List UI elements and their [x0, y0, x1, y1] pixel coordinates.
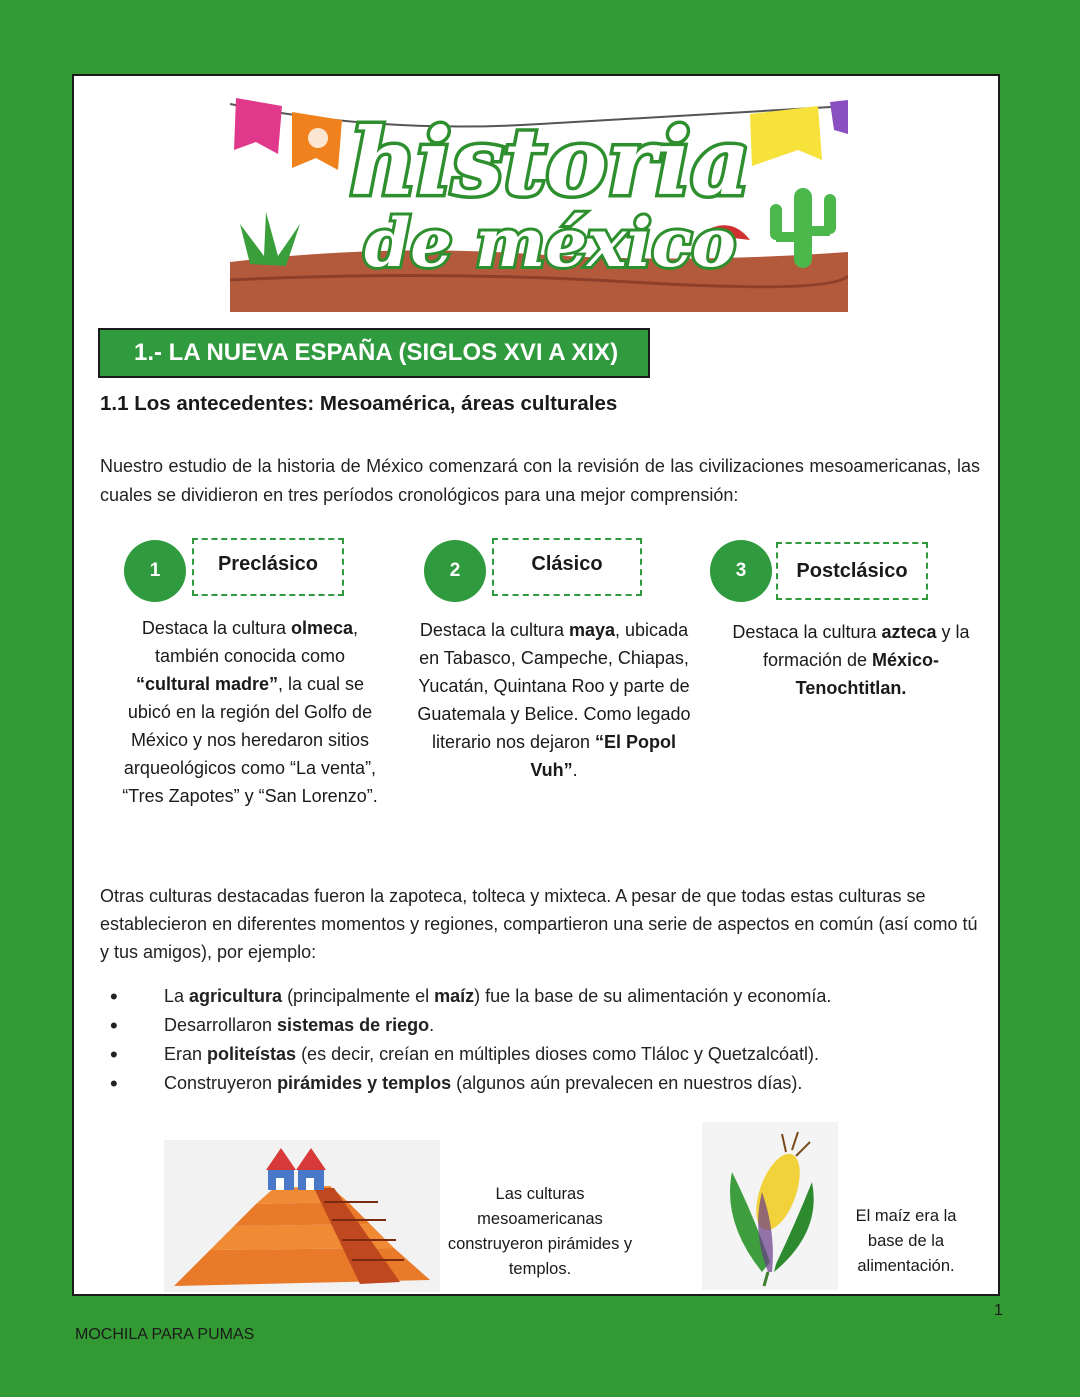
header-art-title-line2: de méxico	[364, 204, 736, 282]
period-description-preclasico: Destaca la cultura olmeca, también conocida como “cultural madre”, la cual se ubicó en la región del Golfo de México y nos heredaron sitios arqueológicos como “La venta”, “Tres Zapotes” y “San Lorenzo”.	[122, 618, 378, 806]
document-page	[72, 74, 1000, 1296]
pyramid-illustration	[164, 1140, 440, 1292]
intro-paragraph: Nuestro estudio de la historia de México comenzará con la revisión de las civilizaciones mesoamericanas, las cuales se dividieron en tres períodos cronológicos para una mejor comprensión:	[100, 456, 980, 505]
header-art-title-line1: historia	[349, 108, 751, 216]
other-cultures-paragraph: Otras culturas destacadas fueron la zapoteca, tolteca y mixteca. A pesar de que todas estas culturas se establecieron en diferentes momentos y regiones, compartieron una serie de aspectos en común (así como tú y tus amigos), por ejemplo:	[100, 886, 978, 962]
subsection-title: 1.1 Los antecedentes: Mesoamérica, áreas culturales	[100, 392, 618, 415]
common-aspects-list	[110, 982, 831, 1098]
corn-illustration	[702, 1122, 838, 1290]
period-description-clasico: Destaca la cultura maya, ubicada en Tabasco, Campeche, Chiapas, Yucatán, Quintana Roo y parte de Guatemala y Belice. Como legado literario nos dejaron “El Popol Vuh”.	[417, 620, 691, 780]
historia-de-mexico-header-illustration	[230, 84, 848, 312]
list-item: • Construyeron pirámides y templos (algunos aún prevalecen en nuestros días).	[110, 1071, 803, 1096]
list-item: • La agricultura (principalmente el maíz) fue la base de su alimentación y economía.	[110, 984, 832, 1009]
period-number-badge: 2	[424, 540, 486, 602]
period-label-preclasico: Preclásico	[192, 538, 344, 596]
section-title-banner: 1.- LA NUEVA ESPAÑA (SIGLOS XVI A XIX)	[98, 328, 650, 378]
corn-caption: El maíz era la base de la alimentación.	[855, 1207, 957, 1275]
list-item: • Eran politeístas (es decir, creían en múltiples dioses como Tláloc y Quetzalcóatl).	[110, 1042, 819, 1067]
period-description-postclasico: Destaca la cultura azteca y la formación de México-Tenochtitlan.	[732, 622, 970, 698]
footer-brand: MOCHILA PARA PUMAS	[75, 1326, 255, 1343]
period-number-badge: 1	[124, 540, 186, 602]
page-number: 1	[994, 1302, 1003, 1319]
period-number-badge: 3	[710, 540, 772, 602]
period-label-clasico: Clásico	[492, 538, 642, 596]
pyramid-caption: Las culturas mesoamericanas construyeron pirámides y templos.	[447, 1185, 633, 1278]
period-label-postclasico: Postclásico	[776, 542, 928, 600]
list-item: • Desarrollaron sistemas de riego.	[110, 1013, 435, 1038]
